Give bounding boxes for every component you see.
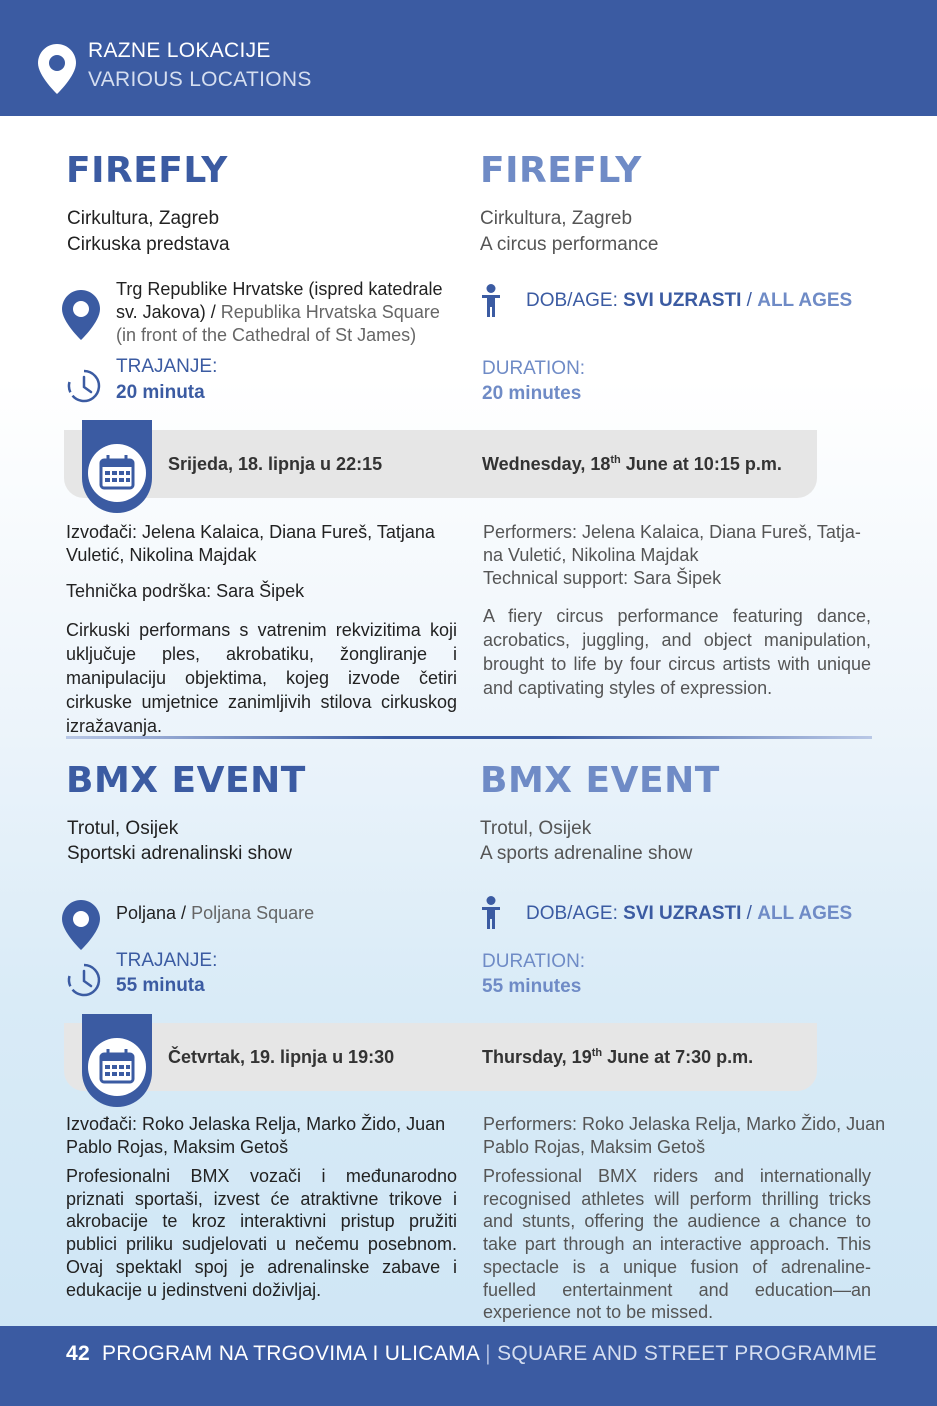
location-line-3: (in front of the Cathedral of St James) [116,325,417,345]
duration-label-en: DURATION: [482,358,586,379]
performers-en-1: Performers: Roko Jelaska Relja, Marko Žido, Juan [483,1114,886,1134]
location-pin-icon [62,900,100,950]
event-title-en: FIREFLY [480,150,642,191]
event-organizer-en: Cirkultura, Zagreb [480,208,633,229]
clock-icon [66,962,102,998]
date-en: Wednesday, 18th June at 10:15 p.m. [482,454,782,474]
page-header [0,0,937,116]
age-info: DOB/AGE: SVI UZRASTI / ALL AGES [526,903,853,924]
event-type-en: A circus performance [480,234,659,255]
event-organizer-hr: Cirkultura, Zagreb [67,208,220,229]
performers-en-2: Pablo Rojas, Maksim Getoš [483,1137,706,1157]
location-pin-icon [38,44,76,94]
performers-hr-2: Pablo Rojas, Maksim Getoš [66,1137,289,1157]
date-hr: Srijeda, 18. lipnja u 22:15 [168,454,383,474]
event-type-en: A sports adrenaline show [480,843,693,864]
duration-label-hr: TRAJANJE: [116,950,218,971]
event-title-hr: FIREFLY [66,150,228,191]
header-title-en: VARIOUS LOCATIONS [88,68,312,91]
location-line-2: sv. Jakova) / Republika Hrvatska Square [116,302,440,322]
description-en: A fiery circus performance featuring dance, acrobatics, juggling, and object manipulation, brought to life by four circus artists with unique and captivating styles of expression. [483,606,871,698]
event-title-en: BMX EVENT [480,760,720,801]
duration-value-en: 20 minutes [482,383,582,404]
performers-en-1: Performers: Jelena Kalaica, Diana Fureš, Tatja- [483,522,861,542]
age-info: DOB/AGE: SVI UZRASTI / ALL AGES [526,290,853,311]
support-en: Technical support: Sara Šipek [483,568,722,588]
event-title-hr: BMX EVENT [66,760,306,801]
event-organizer-en: Trotul, Osijek [480,818,592,839]
duration-value-en: 55 minutes [482,976,582,997]
location-line-1: Trg Republike Hrvatske (ispred katedrale [116,279,443,299]
performers-hr-2: Vuletić, Nikolina Majdak [66,545,257,565]
performers-hr-1: Izvođači: Roko Jelaska Relja, Marko Žido, Juan [66,1114,446,1134]
date-hr: Četvrtak, 19. lipnja u 19:30 [168,1047,395,1067]
description-en: Professional BMX riders and internationally recognised athletes will perform thrilling tricks and stunts, offering the audience a chance to take part through an interactive approach. This spectacle is a unique fusion of adrenaline-fuelled entertainment and education—an experience not to be missed. [483,1166,871,1323]
header-title-hr: RAZNE LOKACIJE [88,39,271,62]
support-hr: Tehnička podrška: Sara Šipek [66,581,305,601]
location-line-1: Poljana / Poljana Square [116,903,315,923]
page-number: 42 [66,1342,90,1365]
performers-en-2: na Vuletić, Nikolina Majdak [483,545,699,565]
event-organizer-hr: Trotul, Osijek [67,818,179,839]
page-footer [0,1326,937,1406]
duration-label-hr: TRAJANJE: [116,356,218,377]
event-type-hr: Cirkuska predstava [67,234,230,255]
date-en: Thursday, 19th June at 7:30 p.m. [482,1047,754,1067]
location-pin-icon [62,290,100,340]
description-hr: Profesionalni BMX vozači i međunarodno priznati sportaši, izvest će atraktivne trikove i akrobacije te kroz interaktivni pristup pružiti publici priliku sudjelovati u nečemu posebnom. Ovaj spektakl spoj je adrenalinske zabave i edukacije u jedinstveni doživljaj. [66,1166,457,1300]
footer-label: 42 PROGRAM NA TRGOVIMA I ULICAMA | SQUARE AND STREET PROGRAMME [66,1342,878,1365]
duration-value-hr: 55 minuta [116,975,205,996]
duration-value-hr: 20 minuta [116,382,205,403]
description-hr: Cirkuski performans s vatrenim rekvizitima koji uključuje ples, akrobatiku, žongliranje i manipulaciju objektima, kojeg izvode četiri cirkuske umjetnice zanimljivih stilova cirkuskog izražavanja. [66,620,457,736]
performers-hr-1: Izvođači: Jelena Kalaica, Diana Fureš, Tatjana [66,522,435,542]
duration-label-en: DURATION: [482,951,586,972]
person-icon [478,284,504,318]
clock-icon [66,368,102,404]
date-bar [64,430,817,498]
person-icon [478,896,504,930]
section-divider [66,736,872,739]
date-bar [64,1023,817,1091]
calendar-icon [80,1014,154,1110]
calendar-icon [80,420,154,516]
event-type-hr: Sportski adrenalinski show [67,843,292,864]
